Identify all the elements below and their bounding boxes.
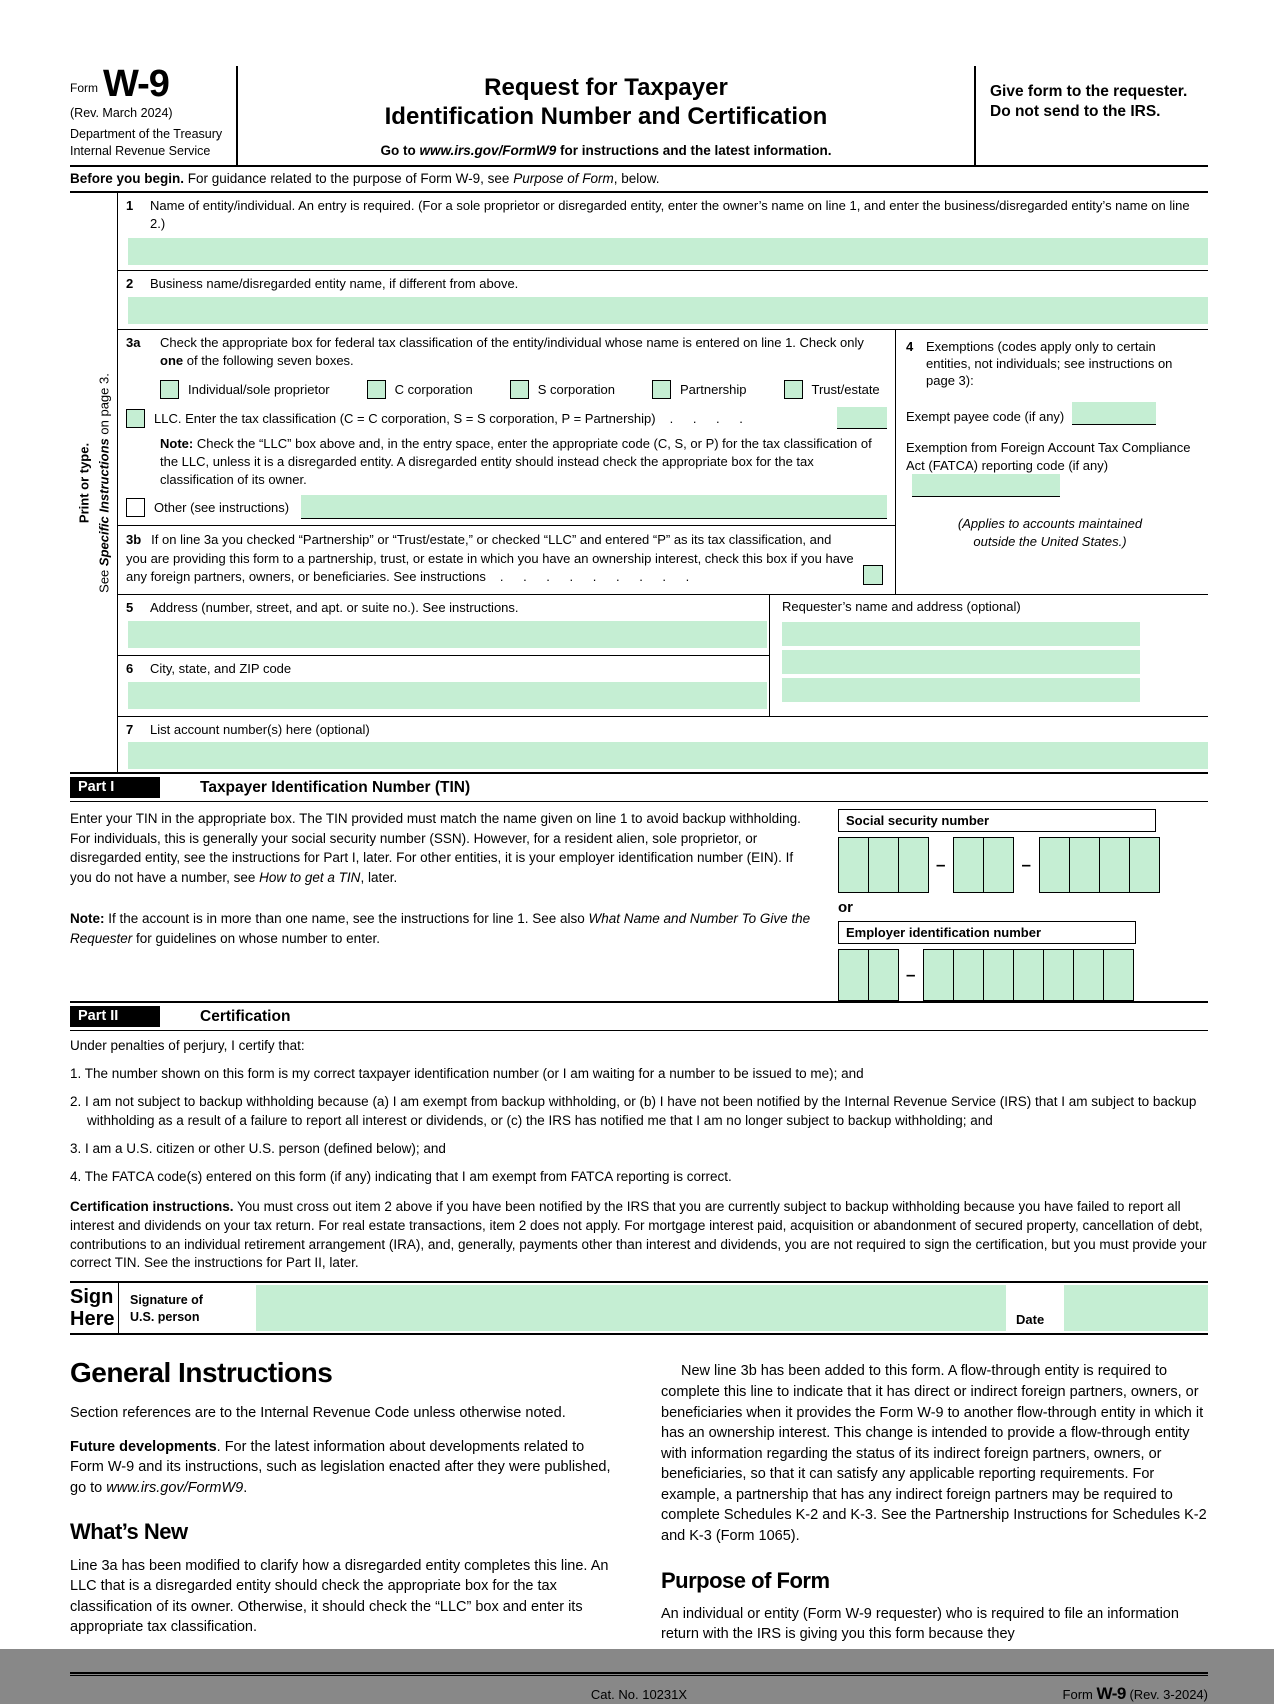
ssn-digit-box[interactable]: [953, 837, 984, 893]
certification-item-1: 1. The number shown on this form is my correct taxpayer identification number (or I am waiting for a number to be issued to me); and: [70, 1066, 864, 1082]
ein-digit-box[interactable]: [868, 949, 899, 1001]
option-trust-estate: Trust/estate: [784, 380, 880, 399]
department-agency: [70, 126, 228, 159]
footer-rule: [70, 1672, 1208, 1676]
ssn-digit-row: [838, 837, 1208, 893]
new-line-3b-paragraph: New line 3b has been added to this form. A flow-through entity is required to complete this line to indicate that it has direct or indirect foreign partners, owners, or beneficiaries when it provides the Form W-9 to another flow-through entity in which it has an ownership interest. This change is intended to provide a flow-through entity with information regarding the status of its indirect foreign partners, owners, or beneficiaries, so that it can satisfy any applicable reporting requirements. For example, a partnership that has any indirect foreign partners may be required to complete Schedules K-2 and K-3. See the Partnership Instructions for Schedules K-2 and K-3 (Form 1065).: [661, 1363, 1207, 1544]
option-c-corporation: C corporation: [367, 380, 473, 399]
name-input[interactable]: [128, 238, 1208, 265]
purpose-paragraph: An individual or entity (Form W-9 requester) who is required to file an information return with the IRS is giving you this form because they: [661, 1605, 1179, 1643]
tax-classification-options: [160, 380, 889, 399]
signature-input[interactable]: [256, 1285, 1006, 1331]
ein-digit-box[interactable]: [838, 949, 869, 1001]
footer: [70, 1684, 1208, 1704]
whats-new-title: What’s New: [70, 1519, 188, 1545]
partnership-checkbox[interactable]: [652, 380, 671, 399]
applies-note: (Applies to accounts maintained outside the United States.): [957, 516, 1143, 549]
form-identity-block: [70, 63, 238, 165]
date-input[interactable]: [1064, 1285, 1208, 1331]
line3a-number: 3a: [126, 334, 141, 350]
llc-label: LLC. Enter the tax classification (C = C corporation, S = S corporation, P = Partnership): [154, 410, 656, 426]
ein-label: Employer identification number: [838, 921, 1136, 944]
fatca-row: [906, 439, 1198, 497]
ssn-digit-box[interactable]: [1069, 837, 1100, 893]
signature-of-label: Signature of U.S. person: [130, 1293, 203, 1324]
exempt-payee-label: Exempt payee code (if any): [906, 408, 1065, 424]
part1-heading: [70, 774, 1208, 802]
option-individual: Individual/sole proprietor: [160, 380, 330, 399]
other-row: [126, 495, 887, 519]
instructions-left-column: [70, 1347, 617, 1658]
line3a-block: [118, 330, 895, 527]
form-word: Form: [70, 81, 98, 96]
print-or-type-label: Print or type. See Specific Instructions on page 3.: [76, 372, 111, 593]
s-corporation-checkbox[interactable]: [510, 380, 529, 399]
ssn-digit-box[interactable]: [983, 837, 1014, 893]
llc-note: Note: Check the “LLC” box above and, in the entry space, enter the appropriate code (C, S, or P) for the tax classification of the LLC, unless it is a disregarded entity. A disregarded entity should instead check the appropriate box for the tax classification of its owner.: [160, 436, 872, 488]
line1-label: Name of entity/individual. An entry is required. (For a sole proprietor or disregarded entity, enter the owner’s name on line 1, and enter the business/disregarded entity’s name on line 2.): [150, 197, 1190, 231]
ein-digit-box[interactable]: [1103, 949, 1134, 1001]
address-left-column: [118, 595, 770, 716]
ssn-digit-box[interactable]: [898, 837, 929, 893]
form-title-block: [238, 66, 976, 165]
llc-row: [126, 407, 887, 429]
certification-item-4: 4. The FATCA code(s) entered on this form (if any) indicating that I am exempt from FATCA reporting is correct.: [70, 1168, 732, 1184]
ssn-label: Social security number: [838, 809, 1156, 832]
form-fields-grid: [70, 193, 1208, 775]
line2-number: 2: [126, 275, 134, 291]
catalog-number: Cat. No. 10231X: [590, 1686, 688, 1702]
account-numbers-input[interactable]: [128, 742, 1208, 769]
line2-row: [118, 271, 1208, 330]
llc-dot-leader: . . . .: [669, 410, 744, 426]
department-line: Department of the Treasury: [70, 127, 223, 142]
line4-number: 4: [906, 338, 914, 354]
future-developments-paragraph: Future developments. For the latest information about developments related to Form W-9 and its instructions, such as legislation enacted after they were published, go to www.irs.gov/FormW9.: [70, 1438, 611, 1496]
ssn-digit-box[interactable]: [1099, 837, 1130, 893]
line3b-text: 3b If on line 3a you checked “Partnership” or “Trust/estate,” or checked “LLC” and entered “P” as its tax classification, and you are providing this form to a partnership, trust, or estate in which you have an ownership interest, check this box if you have any foreign partners, owners, or beneficiaries. See instructions . . . . . . . . .: [126, 532, 854, 585]
purpose-of-form-title: Purpose of Form: [661, 1567, 830, 1593]
line3b-block: [118, 526, 895, 593]
line5-block: [118, 595, 769, 656]
ssn-digit-box[interactable]: [868, 837, 899, 893]
line7-row: [118, 717, 1208, 770]
exempt-payee-code-input[interactable]: [1072, 402, 1156, 424]
part2-body: [70, 1037, 1208, 1273]
line3b-number: 3b: [126, 532, 142, 548]
requester-input-3[interactable]: [782, 678, 1140, 702]
individual-checkbox[interactable]: [160, 380, 179, 399]
line6-label: City, state, and ZIP code: [150, 660, 292, 676]
line2-label: Business name/disregarded entity name, if different from above.: [150, 275, 519, 291]
fatca-code-input[interactable]: [912, 474, 1060, 496]
line5-number: 5: [126, 599, 134, 615]
line3-section: [118, 330, 1208, 595]
whats-new-paragraph: Line 3a has been modified to clarify how a disregarded entity completes this line. An LLC that is a disregarded entity should check the appropriate box for the tax classification of its owner. Otherwise, it should check the “LLC” box and enter its appropriate tax classification.: [70, 1557, 609, 1636]
part2-heading: [70, 1001, 1208, 1031]
before-you-begin: Before you begin. For guidance related to the purpose of Form W-9, see Purpose of Form, below.: [70, 167, 1208, 193]
line1-row: [118, 193, 1208, 271]
requester-column: [770, 595, 1208, 716]
ein-digit-box[interactable]: [1073, 949, 1104, 1001]
other-input[interactable]: [301, 495, 887, 519]
part2-title: Certification: [200, 1007, 291, 1025]
part2-badge: Part II: [70, 1006, 160, 1027]
line1-number: 1: [126, 197, 134, 213]
tin-note: Note: If the account is in more than one name, see the instructions for line 1. See also What Name and Number To Give the Requester for guidelines on whose number to enter.: [70, 911, 811, 946]
tin-instructions: Enter your TIN in the appropriate box. The TIN provided must match the name given on line 1 to avoid backup withholding. For individuals, this is generally your social security number (SSN). However, for a resident alien, sole proprietor, or disregarded entity, see the instructions for Part I, later. For other entities, it is your employer identification number (EIN). If you do not have a number, see How to get a TIN, later.: [70, 811, 801, 885]
other-checkbox[interactable]: [126, 498, 145, 517]
line4-label: Exemptions (codes apply only to certain entities, not individuals; see instructions on page 3):: [926, 338, 1173, 388]
form-header: [70, 63, 1208, 167]
line5-label: Address (number, street, and apt. or suite no.). See instructions.: [150, 599, 519, 615]
section-references-paragraph: Section references are to the Internal Revenue Code unless otherwise noted.: [70, 1405, 566, 1422]
option-partnership: Partnership: [652, 380, 746, 399]
requester-input-1[interactable]: [782, 622, 1140, 646]
form-number: W-9: [103, 63, 169, 105]
ein-dash: –: [906, 965, 916, 985]
instructions-section: [70, 1347, 1208, 1658]
fields-column: [118, 193, 1208, 773]
requester-input-2[interactable]: [782, 650, 1140, 674]
line3-left-column: [118, 330, 896, 594]
c-corporation-checkbox[interactable]: [367, 380, 386, 399]
ein-digit-box[interactable]: [953, 949, 984, 1001]
line4-exemptions-column: [896, 330, 1208, 594]
ein-digit-box[interactable]: [923, 949, 954, 1001]
line7-label: List account number(s) here (optional): [150, 721, 370, 737]
address-input[interactable]: [128, 621, 767, 648]
irs-url-text[interactable]: www.irs.gov/FormW9: [106, 1479, 244, 1496]
line7-number: 7: [126, 721, 134, 737]
requester-label: Requester’s name and address (optional): [782, 598, 1021, 614]
llc-checkbox[interactable]: [126, 409, 145, 428]
ein-digit-box[interactable]: [1043, 949, 1074, 1001]
instructions-right-column: [661, 1347, 1208, 1658]
fatca-label: Exemption from Foreign Account Tax Compliance Act (FATCA) reporting code (if any): [906, 440, 1191, 473]
line3b-dot-leader: . . . . . . . . .: [499, 569, 691, 585]
ssn-digit-box[interactable]: [1129, 837, 1160, 893]
line6-block: [118, 656, 769, 716]
line6-number: 6: [126, 660, 134, 676]
part1-badge: Part I: [70, 777, 160, 798]
llc-classification-input[interactable]: [837, 407, 887, 429]
footer-form-id: Form W-9 (Rev. 3-2024): [1062, 1683, 1208, 1703]
ein-digit-box[interactable]: [1013, 949, 1044, 1001]
or-text: or: [838, 899, 853, 917]
foreign-partners-checkbox[interactable]: [863, 565, 883, 585]
ssn-dash: –: [1021, 855, 1031, 875]
tin-boxes-column: [816, 809, 1208, 1001]
signature-section: [70, 1281, 1208, 1335]
business-name-input[interactable]: [128, 297, 1208, 324]
city-state-zip-input[interactable]: [128, 682, 767, 709]
exempt-payee-row: [906, 402, 1198, 425]
give-form-note: Give form to the requester. Do not send to the IRS.: [990, 83, 1188, 121]
certification-intro: Under penalties of perjury, I certify that:: [70, 1038, 305, 1054]
form-title: Request for Taxpayer Identification Number and Certification: [384, 74, 828, 130]
ssn-digit-box[interactable]: [1039, 837, 1070, 893]
ein-digit-box[interactable]: [983, 949, 1014, 1001]
certification-item-3: 3. I am a U.S. citizen or other U.S. person (defined below); and: [70, 1141, 446, 1157]
other-label: Other (see instructions): [154, 499, 290, 515]
address-section: [118, 595, 1208, 717]
certification-instructions: Certification instructions. You must cross out item 2 above if you have been notified by the IRS that you are currently subject to backup withholding because you have failed to report all interest and dividends on your tax return. For real estate transactions, item 2 does not apply. For mortgage interest paid, acquisition or abandonment of secured property, cancellation of debt, contributions to an individual retirement arrangement (IRA), and, generally, payments other than interest and dividends, you are not required to sign the certification, but you must provide your correct TIN. See the instructions for Part II, later.: [70, 1198, 1207, 1271]
goto-line: Go to www.irs.gov/FormW9 for instructions and the latest information.: [380, 142, 832, 158]
revision-date: (Rev. March 2024): [70, 106, 173, 121]
line3a-label: Check the appropriate box for federal tax classification of the entity/individual whose name is entered on line 1. Check only one of the following seven boxes.: [160, 334, 864, 368]
part1-title: Taxpayer Identification Number (TIN): [200, 778, 471, 796]
sign-here-label: Sign Here: [70, 1283, 119, 1333]
agency-line: Internal Revenue Service: [70, 143, 211, 158]
part1-body: [70, 802, 1208, 1001]
date-label: Date: [1016, 1312, 1045, 1328]
option-s-corporation: S corporation: [510, 380, 615, 399]
irs-url-link[interactable]: www.irs.gov/FormW9: [419, 142, 557, 158]
certification-item-2: 2. I am not subject to backup withholding because (a) I am exempt from backup withholding, or (b) I have not been notified by the Internal Revenue Service (IRS) that I am subject to backup withholding as a result of a failure to report all interest or dividends, or (c) the IRS has notified me that I am no longer subject to backup withholding; and: [70, 1094, 1197, 1129]
ein-digit-row: [838, 949, 1208, 1001]
print-or-type-sidebar: [70, 193, 118, 773]
trust-estate-checkbox[interactable]: [784, 380, 803, 399]
general-instructions-title: General Instructions: [70, 1357, 333, 1389]
ssn-digit-box[interactable]: [838, 837, 869, 893]
part1-text-column: [70, 809, 816, 1001]
ssn-dash: –: [936, 855, 946, 875]
